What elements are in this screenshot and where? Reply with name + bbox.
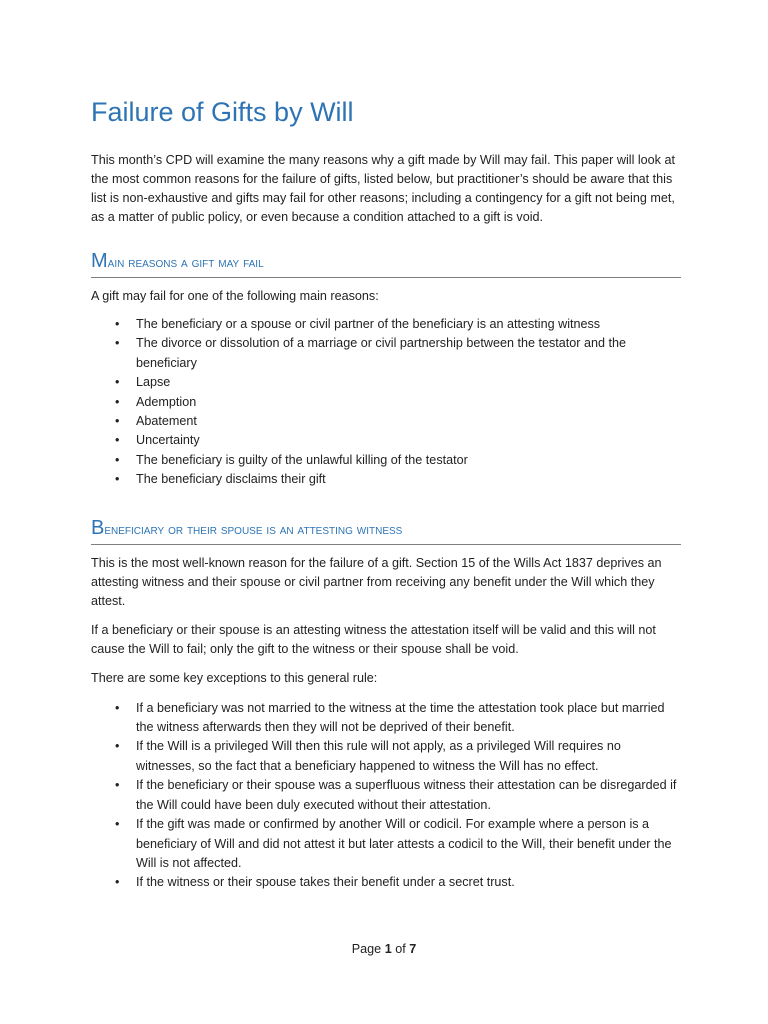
list-item: • If a beneficiary was not married to the witness at the time the attestation took place but married the witness afterwards then they will not be deprived of their benefit. bbox=[136, 699, 681, 738]
heading-initial: B bbox=[91, 516, 105, 539]
heading-rest: ain reasons a gift may fail bbox=[107, 254, 264, 270]
exceptions-list bbox=[91, 699, 681, 893]
list-item: • If the Will is a privileged Will then this rule will not apply, as a privileged Will requires no witnesses, so the fact that a beneficiary happened to witness the Will has no effect. bbox=[136, 737, 681, 776]
list-item: • Uncertainty bbox=[136, 431, 681, 450]
section1-lead: A gift may fail for one of the following main reasons: bbox=[91, 289, 379, 303]
list-item: • Lapse bbox=[136, 373, 681, 392]
list-item: • If the beneficiary or their spouse was a superfluous witness their attestation can be disregarded if the Will could have been duly executed without their attestation. bbox=[136, 776, 681, 815]
heading-initial: M bbox=[91, 250, 108, 272]
page-number-prefix: Page bbox=[351, 942, 385, 956]
section2-paragraph-1: This is the most well-known reason for the failure of a gift. Section 15 of the Wills Act 1837 deprives an attesting witness and their spouse or civil partner from receiving any benefit under the Will which they attest. bbox=[91, 555, 662, 608]
section-heading-attesting-witness bbox=[91, 516, 681, 545]
page-number-middle: of bbox=[391, 942, 410, 956]
list-item: • If the witness or their spouse takes their benefit under a secret trust. bbox=[136, 873, 681, 892]
list-item: • The beneficiary disclaims their gift bbox=[136, 470, 681, 489]
page-footer bbox=[0, 942, 768, 956]
list-item: • The divorce or dissolution of a marriage or civil partnership between the testator and the beneficiary bbox=[136, 334, 681, 373]
list-item: • The beneficiary is guilty of the unlawful killing of the testator bbox=[136, 451, 681, 470]
page-number-total: 7 bbox=[409, 942, 417, 956]
heading-rest: eneficiary or their spouse is an attesting witness bbox=[104, 520, 403, 537]
section-heading-main-reasons bbox=[91, 249, 681, 278]
section2-paragraph-2: If a beneficiary or their spouse is an attesting witness the attestation itself will be valid and this will not cause the Will to fail; only the gift to the witness or their spouse shall be void. bbox=[91, 622, 656, 656]
section2-paragraph-3: There are some key exceptions to this general rule: bbox=[91, 670, 378, 685]
document-title: Failure of Gifts by Will bbox=[91, 97, 354, 127]
list-item: • Ademption bbox=[136, 393, 681, 412]
document-body bbox=[91, 94, 681, 893]
list-item: • If the gift was made or confirmed by another Will or codicil. For example where a person is a beneficiary of Will and did not attest it but later attests a codicil to the Will, their benefit under the Will is not affected. bbox=[136, 815, 681, 873]
page-number-current: 1 bbox=[384, 942, 392, 956]
list-item: • The beneficiary or a spouse or civil partner of the beneficiary is an attesting witness bbox=[136, 315, 681, 334]
intro-paragraph: This month’s CPD will examine the many reasons why a gift made by Will may fail. This paper will look at the most common reasons for the failure of gifts, listed below, but practitioner’s should be aware that this list is non-exhaustive and gifts may fail for other reasons; including a contingency for a gift not being met, as a matter of public policy, or even because a condition attached to a gift is void. bbox=[91, 153, 675, 224]
reasons-list bbox=[91, 315, 681, 490]
list-item: • Abatement bbox=[136, 412, 681, 431]
